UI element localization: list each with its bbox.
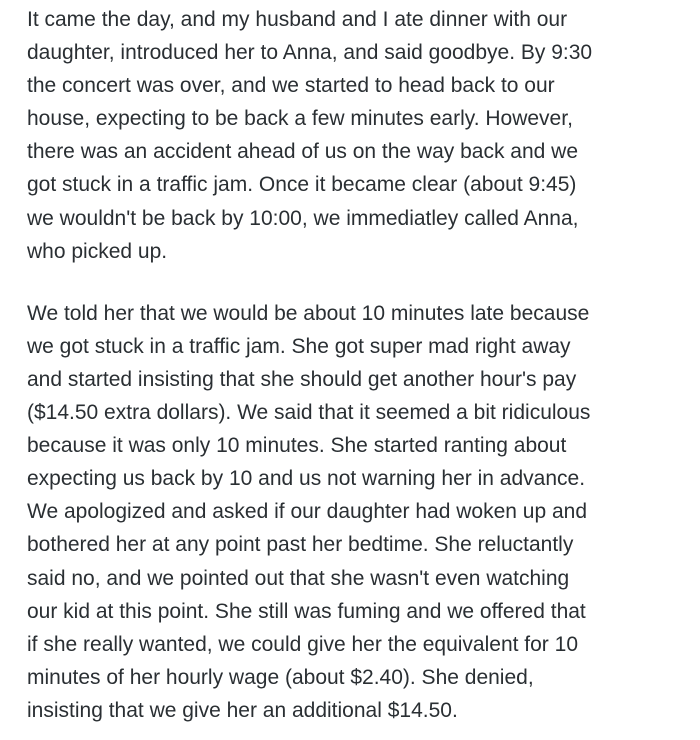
text-line: who picked up. bbox=[27, 239, 168, 263]
text-line: daughter, introduced her to Anna, and said goodbye. By 9:30 bbox=[27, 41, 593, 65]
text-line: ($14.50 extra dollars). We said that it seemed a bit ridiculous bbox=[27, 401, 591, 425]
text-line: minutes of her hourly wage (about $2.40). She denied, bbox=[27, 665, 534, 689]
text-line: if she really wanted, we could give her the equivalent for 10 bbox=[27, 632, 578, 656]
text-line: the concert was over, and we started to head back to our bbox=[27, 74, 555, 98]
text-line: and started insisting that she should get another hour's pay bbox=[27, 367, 577, 391]
text-line: there was an accident ahead of us on the way back and we bbox=[27, 140, 579, 164]
paragraph bbox=[27, 3, 592, 268]
text-line: our kid at this point. She still was fuming and we offered that bbox=[27, 599, 586, 623]
text-line: insisting that we give her an additional $14.50. bbox=[27, 698, 458, 722]
text-line: We apologized and asked if our daughter had woken up and bbox=[27, 500, 588, 524]
text-line: We told her that we would be about 10 minutes late because bbox=[27, 301, 590, 325]
text-line: got stuck in a traffic jam. Once it became clear (about 9:45) bbox=[27, 173, 577, 197]
text-line: It came the day, and my husband and I ate dinner with our bbox=[27, 8, 568, 31]
text-line: house, expecting to be back a few minutes early. However, bbox=[27, 107, 573, 131]
text-line: expecting us back by 10 and us not warning her in advance. bbox=[27, 467, 586, 491]
text-line: we wouldn't be back by 10:00, we immediatley called Anna, bbox=[27, 206, 579, 230]
text-line: bothered her at any point past her bedtime. She reluctantly bbox=[27, 533, 574, 557]
text-line: said no, and we pointed out that she wasn't even watching bbox=[27, 566, 570, 590]
text-line: we got stuck in a traffic jam. She got super mad right away bbox=[27, 334, 571, 358]
text-line: because it was only 10 minutes. She started ranting about bbox=[27, 434, 567, 458]
story-text bbox=[27, 3, 592, 727]
paragraph bbox=[27, 297, 592, 727]
